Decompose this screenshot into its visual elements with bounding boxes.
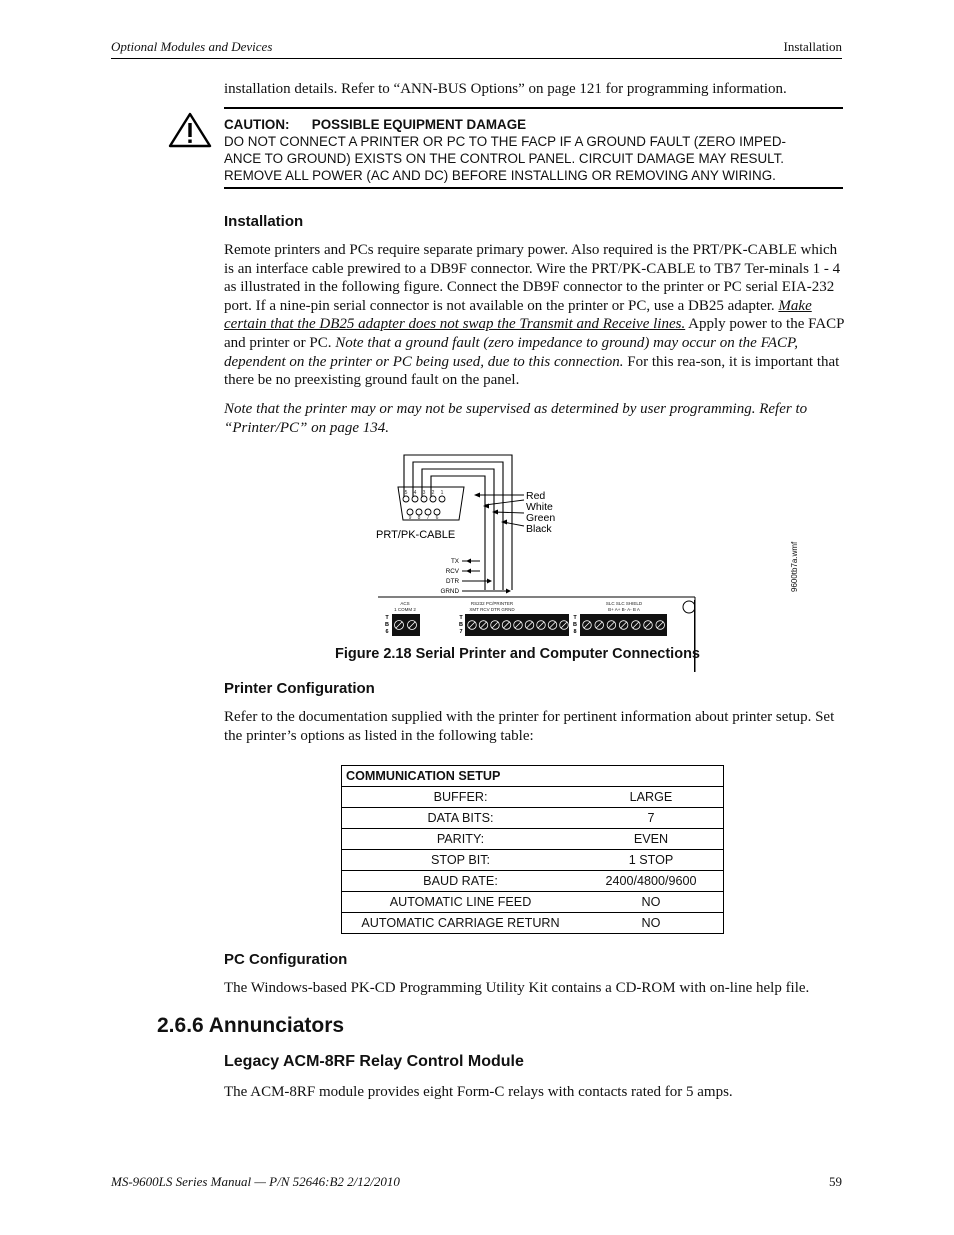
wire-color-label: White [526,501,553,513]
table-title: COMMUNICATION SETUP [342,766,724,787]
tb8-label: T [573,615,577,621]
header-rule [111,58,842,59]
figure-file-id-label: 9600tb7a.wmf [790,541,799,592]
db9-pin-label: 2 [431,490,435,496]
caution-line: REMOVE ALL POWER (AC AND DC) BEFORE INSTALLING OR REMOVING ANY WIRING. [224,168,776,183]
intro-line: installation details. Refer to “ANN-BUS Options” on page 121 for programming information. [224,81,787,97]
table-row [342,829,724,850]
tb6-label: B [385,622,389,628]
db9-pin-label: 8 [417,515,421,521]
db9-pin-label: 1 [440,490,444,496]
setting-value: 2400/4800/9600 [579,871,724,892]
terminal-block-tb6 [392,614,420,636]
db9-pin-label: 9 [408,515,412,521]
setting-name: STOP BIT: [342,850,580,871]
page-number: 59 [829,1174,842,1189]
table-row [342,850,724,871]
caution-line: DO NOT CONNECT A PRINTER OR PC TO THE FACP IF A GROUND FAULT (ZERO IMPED- [224,134,786,149]
communication-setup-table [341,765,724,934]
db9-pin-label: 4 [413,490,417,496]
printer-config-text: Refer to the documentation supplied with the printer for pertinent information about printer setup. Set the printer’s options as listed in the following table: [224,709,835,744]
tb8-header: B+ A+ B- A- B A [608,607,640,612]
tb8-label: 8 [573,629,577,635]
text-run: Apply power to the FACP and printer or PC. [224,316,844,351]
wire-color-label: Red [526,490,546,502]
tb8-label: B [573,622,577,628]
setting-name: PARITY: [342,829,580,850]
terminal-block-tb7 [465,614,569,636]
tb6-header: ACS [400,601,410,606]
caution-text [224,116,844,184]
table-header-row [342,766,724,787]
tb7-label: T [459,615,463,621]
table-row [342,913,724,934]
setting-value: NO [579,892,724,913]
db9-pin-label: 7 [426,515,430,521]
emphasis-italic: Note that a ground fault (zero impedance to ground) may occur on the FACP, dependent on the printer or PC being used, due to this connection. [224,334,798,370]
running-header-title: Optional Modules and Devices [111,39,273,54]
pc-config-heading: PC Configuration [224,951,348,968]
setting-value: EVEN [579,829,724,850]
tb7-header: XMT RCV DTR GRND [469,607,515,612]
db9-pin-label: 6 [435,515,439,521]
signal-label: DTR [446,578,459,585]
supervision-note: Note that the printer may or may not be supervised as determined by user programming. Refer to “Printer/PC” on page 134. [224,401,808,436]
setting-name: AUTOMATIC CARRIAGE RETURN [342,913,580,934]
table-row [342,787,724,808]
db9-pins [403,496,445,515]
setting-value: 1 STOP [579,850,724,871]
signal-label: TX [450,558,459,565]
acm-8rf-heading: Legacy ACM-8RF Relay Control Module [224,1053,524,1070]
caution-title: POSSIBLE EQUIPMENT DAMAGE [311,117,527,132]
table-row [342,808,724,829]
section-heading-annunciators: 2.6.6 Annunciators [157,1014,345,1037]
table-row [342,871,724,892]
signal-label: RCV [445,568,459,575]
tb8-header: SLC SLC SHIELD [605,601,643,606]
wire-color-label: Black [526,523,552,535]
emphasis-underlined: Make certain that the DB25 adapter does not swap the Transmit and Receive lines. [224,297,812,333]
tb7-label: B [459,622,463,628]
installation-heading: Installation [224,213,304,230]
warning-triangle-icon [168,112,212,153]
text-run: For this rea-son, it is important that there be no preexisting ground fault on the panel. [224,353,840,389]
pc-config-text: The Windows-based PK-CD Programming Utility Kit contains a CD-ROM with on-line help file. [224,980,810,996]
tb6-header: 1 COMM 2 [394,607,416,612]
installation-paragraph [224,241,844,390]
setting-value: 7 [579,808,724,829]
acm-8rf-text: The ACM-8RF module provides eight Form-C relays with contacts rated for 5 amps. [224,1084,733,1100]
caution-label: CAUTION: [224,117,290,132]
setting-name: BUFFER: [342,787,580,808]
wiring-figure [370,450,710,677]
tb7-label: 7 [459,629,463,635]
figure-caption: Figure 2.18 Serial Printer and Computer Connections [335,646,700,662]
running-header-section: Installation [783,39,842,54]
tb7-header: RS232 PC/PRINTER [470,601,514,606]
cable-label: PRT/PK-CABLE [376,529,456,541]
printer-config-heading: Printer Configuration [224,680,375,697]
footer-manual-id: MS-9600LS Series Manual — P/N 52646:B2 2/12/2010 [111,1174,400,1189]
setting-name: DATA BITS: [342,808,580,829]
text-run: Remote printers and PCs require separate primary power. Also required is the PRT/PK-CABLE which is an interface cable prewired to a DB9F connector. Wire the PRT/PK-CABLE to TB7 Ter-minals 1 - 4 as illustrated in the following figure. Connect the DB9F connector to the printer or PC serial EIA-232 port. If a nine-pin serial connector is not available on the printer or PC, use a DB25 adapter. [224,242,841,314]
tb6-label: 6 [385,629,389,635]
db9-pin-label: 5 [404,490,408,496]
setting-value: NO [579,913,724,934]
wire-color-label: Green [526,512,556,524]
caution-line: ANCE TO GROUND) EXISTS ON THE CONTROL PANEL. CIRCUIT DAMAGE MAY RESULT. [224,151,785,166]
tb6-label: T [385,615,389,621]
db9-pin-label: 3 [422,490,426,496]
setting-name: AUTOMATIC LINE FEED [342,892,580,913]
setting-value: LARGE [579,787,724,808]
table-row [342,892,724,913]
setting-name: BAUD RATE: [342,871,580,892]
signal-label: GRND [440,588,459,595]
